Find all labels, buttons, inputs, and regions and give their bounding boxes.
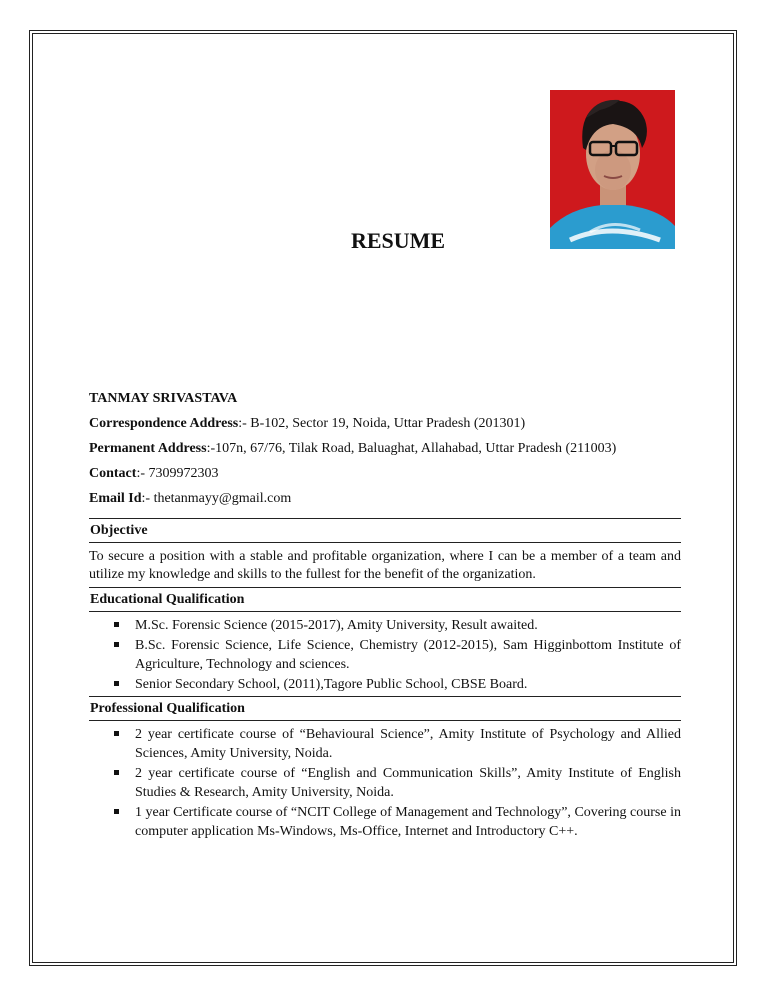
page-title: RESUME <box>350 228 446 253</box>
email-value: :- thetanmayy@gmail.com <box>141 491 292 506</box>
objective-heading: Objective <box>89 518 681 543</box>
contact-value: :- 7309972303 <box>136 466 219 481</box>
education-heading: Educational Qualification <box>89 587 681 612</box>
resume-content <box>89 386 681 843</box>
permanent-value: :-107n, 67/76, Tilak Road, Baluaghat, Allahabad, Uttar Pradesh (211003) <box>206 441 617 456</box>
bullet-icon <box>114 731 119 736</box>
bullet-icon <box>114 681 119 686</box>
list-item: 2 year certificate course of “Behavioural Science”, Amity Institute of Psychology and Allied Sciences, Amity University, Noida. <box>89 725 681 763</box>
professional-heading: Professional Qualification <box>89 696 681 721</box>
list-item: M.Sc. Forensic Science (2015-2017), Amity University, Result awaited. <box>89 616 681 635</box>
contact-label: Contact <box>89 466 137 481</box>
bullet-icon <box>114 809 119 814</box>
email-label: Email Id <box>89 491 142 506</box>
candidate-name: TANMAY SRIVASTAVA <box>89 391 238 406</box>
email <box>89 486 681 511</box>
contact-number <box>89 461 681 486</box>
profile-photo <box>550 90 675 249</box>
correspondence-label: Correspondence Address <box>89 416 239 431</box>
list-item: 2 year certificate course of “English and Communication Skills”, Amity Institute of English Studies & Research, Amity University, Noida. <box>89 764 681 802</box>
permanent-label: Permanent Address <box>89 441 207 456</box>
correspondence-address <box>89 411 681 436</box>
list-item: Senior Secondary School, (2011),Tagore Public School, CBSE Board. <box>89 675 681 694</box>
education-list <box>89 612 681 696</box>
professional-list <box>89 721 681 843</box>
correspondence-value: :- B-102, Sector 19, Noida, Uttar Pradesh (201301) <box>238 416 526 431</box>
bullet-icon <box>114 770 119 775</box>
list-item: B.Sc. Forensic Science, Life Science, Chemistry (2012-2015), Sam Higginbottom Institute of Agriculture, Technology and sciences. <box>89 636 681 674</box>
objective-text: To secure a position with a stable and profitable organization, where I can be a member of a team and utilize my knowledge and skills to the fullest for the benefit of the organization. <box>89 549 681 582</box>
permanent-address <box>89 436 681 461</box>
bullet-icon <box>114 622 119 627</box>
bullet-icon <box>114 642 119 647</box>
list-item: 1 year Certificate course of “NCIT College of Management and Technology”, Covering course in computer application Ms-Windows, Ms-Office, Internet and Introductory C++. <box>89 803 681 841</box>
